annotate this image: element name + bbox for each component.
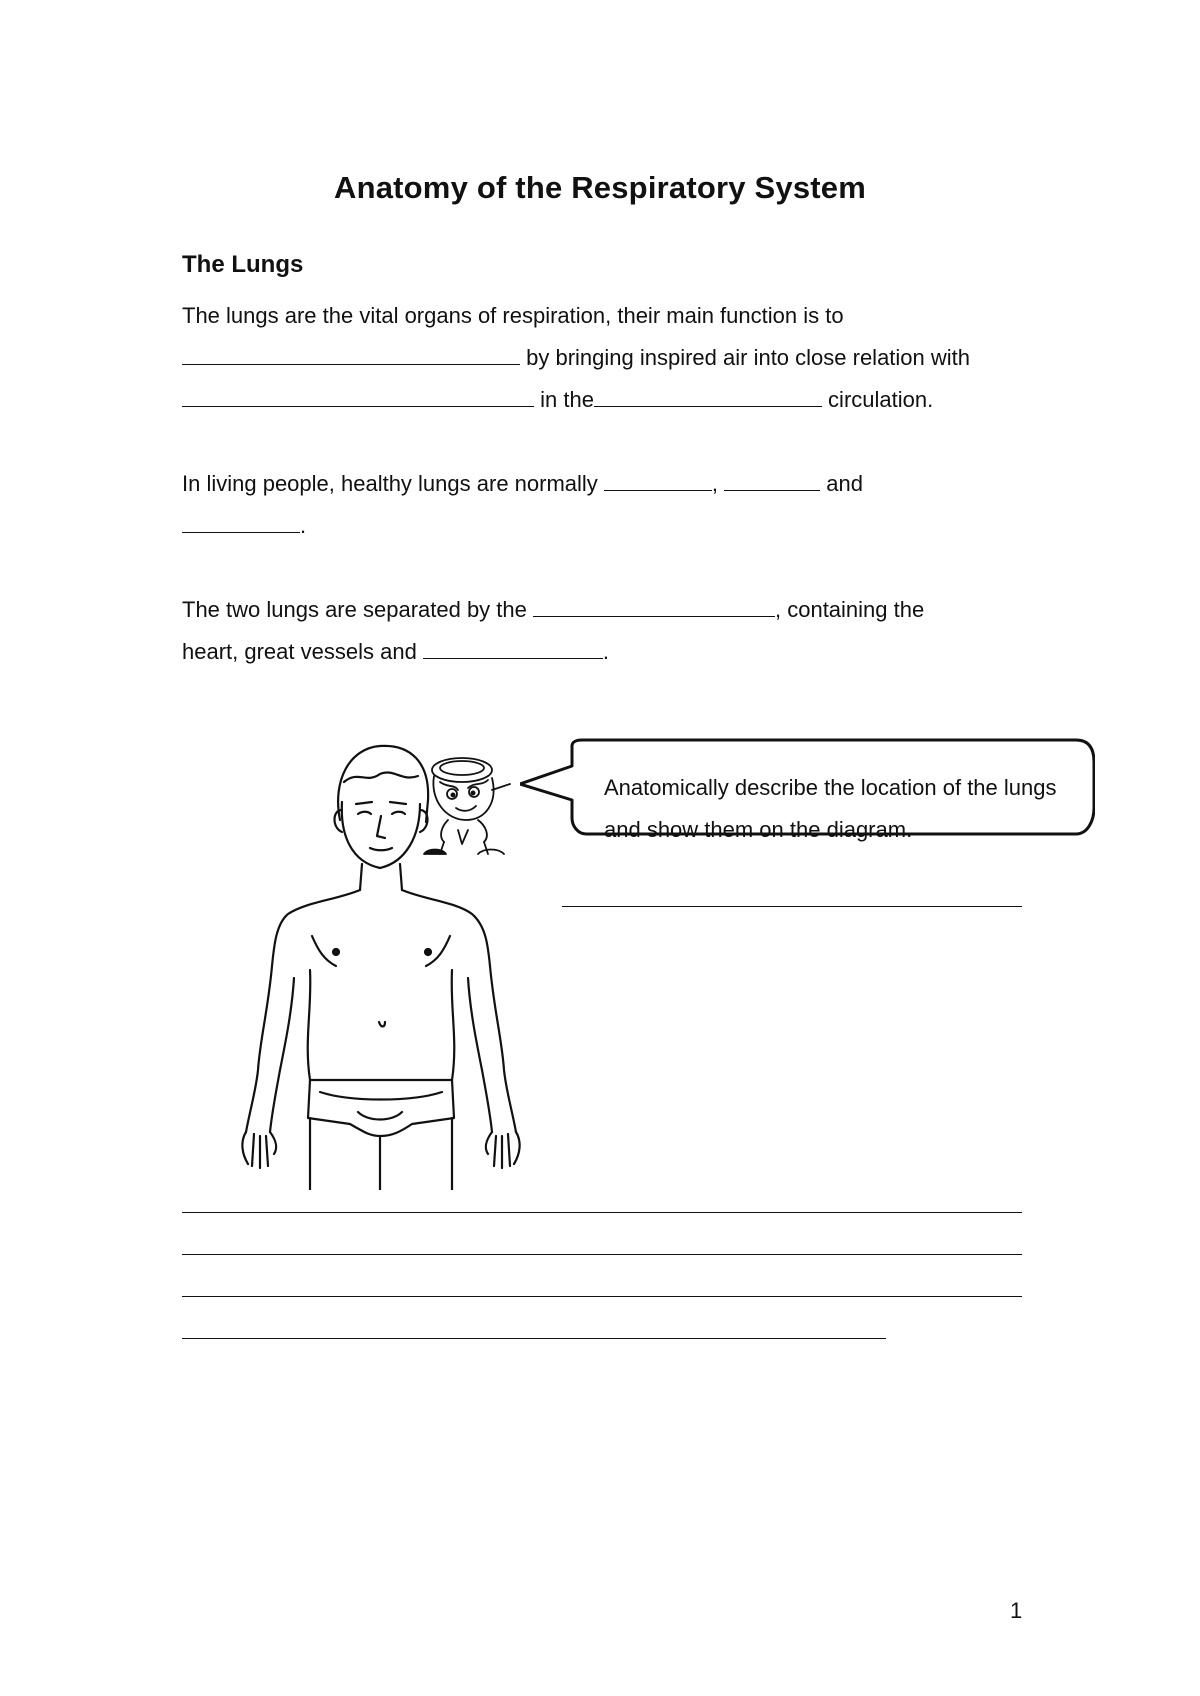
- paragraph-3-line-1-text: The two lungs are separated by the: [182, 597, 533, 622]
- paragraph-3-line-2-end: .: [602, 639, 610, 664]
- answer-line[interactable]: [182, 1254, 1022, 1255]
- answer-line[interactable]: [182, 1296, 1022, 1297]
- page-title: Anatomy of the Respiratory System: [333, 170, 866, 205]
- speech-bubble-text: Anatomically describe the location of the lungs and show them on the diagram.: [604, 775, 1057, 842]
- fill-blank[interactable]: [182, 386, 534, 407]
- paragraph-3-line-1-end: , containing the: [775, 597, 925, 622]
- answer-line[interactable]: [562, 906, 1022, 907]
- paragraph-2-line-1-text: In living people, healthy lungs are normally: [182, 471, 604, 496]
- section-heading: The Lungs: [182, 251, 304, 278]
- paragraph-2-line-2: [182, 512, 306, 540]
- fill-blank[interactable]: [724, 470, 820, 491]
- paragraph-2-line-1: [182, 470, 863, 498]
- fill-blank[interactable]: [182, 344, 520, 365]
- fill-blank[interactable]: [423, 638, 603, 659]
- fill-blank[interactable]: [182, 512, 300, 533]
- paragraph-1-line-2-text: by bringing inspired air into close relation with: [520, 345, 971, 370]
- paragraph-1-line-2: [182, 344, 970, 372]
- paragraph-1-line-3: [182, 386, 933, 414]
- paragraph-1-line-3-text: in the: [534, 387, 594, 412]
- page-number: 1: [1010, 1598, 1023, 1623]
- answer-line[interactable]: [182, 1338, 886, 1339]
- paragraph-1-line-1: The lungs are the vital organs of respiration, their main function is to: [182, 303, 844, 328]
- fill-blank[interactable]: [604, 470, 712, 491]
- fill-blank[interactable]: [533, 596, 775, 617]
- paragraph-3-line-2: [182, 638, 609, 666]
- paragraph-2-and: and: [820, 471, 863, 496]
- paragraph-1-line-3-end: circulation.: [821, 387, 934, 412]
- paragraph-3-line-1: [182, 596, 924, 624]
- paragraph-2-comma: ,: [711, 471, 725, 496]
- fill-blank[interactable]: [594, 386, 822, 407]
- paragraph-3-line-2-text: heart, great vessels and: [182, 639, 423, 664]
- paragraph-2-end: .: [300, 513, 307, 538]
- answer-line[interactable]: [182, 1212, 1022, 1213]
- cartoon-character-icon: [418, 750, 528, 870]
